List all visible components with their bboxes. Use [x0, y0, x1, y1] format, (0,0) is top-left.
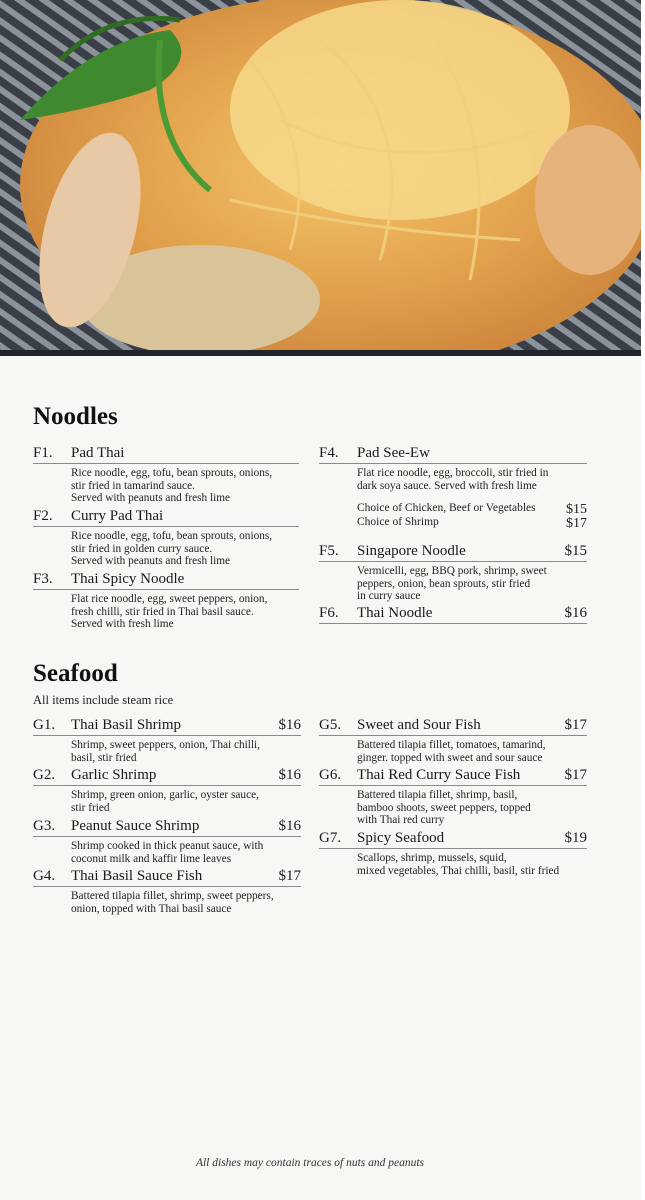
item-code: G5.	[319, 717, 342, 733]
page-edge	[641, 0, 645, 1200]
item-description: Battered tilapia fillet, shrimp, basil, bamboo shoots, sweet peppers, topped with Thai red curry	[357, 789, 531, 827]
allergen-note: All dishes may contain traces of nuts and peanuts	[195, 1157, 425, 1169]
item-description: Rice noodle, egg, tofu, bean sprouts, onions, stir fried in golden curry sauce. Served with peanuts and fresh lime	[71, 530, 273, 568]
item-price: $16	[278, 767, 301, 783]
choice-label: Choice of Chicken, Beef or Vegetables	[357, 502, 536, 514]
item-name: Curry Pad Thai	[71, 508, 164, 524]
item-code: F3.	[33, 571, 53, 587]
menu-item-g5	[319, 717, 587, 764]
item-name: Thai Basil Sauce Fish	[71, 868, 203, 884]
menu-item-f5	[319, 543, 587, 603]
item-name: Pad See-Ew	[357, 445, 430, 461]
item-description: Battered tilapia fillet, shrimp, sweet peppers, onion, topped with Thai basil sauce	[71, 890, 274, 915]
item-price: $17	[564, 717, 587, 733]
item-code: G7.	[319, 830, 342, 846]
item-price: $17	[564, 767, 587, 783]
item-description: Flat rice noodle, egg, broccoli, stir fried in dark soya sauce. Served with fresh lime	[357, 467, 549, 492]
menu-item-f4	[319, 445, 587, 492]
menu-item-g7	[319, 830, 587, 877]
item-code: G3.	[33, 818, 56, 834]
item-name: Peanut Sauce Shrimp	[71, 818, 200, 834]
item-name: Thai Red Curry Sauce Fish	[357, 767, 521, 783]
noodles-title: Noodles	[33, 403, 118, 430]
item-description: Rice noodle, egg, tofu, bean sprouts, onions, stir fried in tamarind sauce. Served with peanuts and fresh lime	[71, 467, 273, 505]
item-name: Thai Spicy Noodle	[71, 571, 185, 587]
item-name: Singapore Noodle	[357, 543, 466, 559]
item-code: G4.	[33, 868, 56, 884]
item-code: G6.	[319, 767, 342, 783]
menu-item-g2	[33, 767, 301, 814]
menu-item-g3	[33, 818, 301, 865]
item-description: Shrimp, green onion, garlic, oyster sauce, stir fried	[71, 789, 259, 814]
choice-price: $15	[566, 502, 587, 517]
item-description: Vermicelli, egg, BBQ pork, shrimp, sweet peppers, onion, bean sprouts, stir fried in curry sauce	[357, 565, 547, 603]
item-name: Sweet and Sour Fish	[357, 717, 481, 733]
item-code: F1.	[33, 445, 53, 461]
item-price: $17	[278, 868, 301, 884]
choice-shrimp	[357, 516, 587, 532]
item-description: Shrimp, sweet peppers, onion, Thai chilli, basil, stir fried	[71, 739, 260, 764]
menu-item-g4	[33, 868, 301, 915]
item-code: F6.	[319, 605, 339, 621]
menu-item-f1	[33, 445, 299, 505]
item-description: Shrimp cooked in thick peanut sauce, with coconut milk and kaffir lime leaves	[71, 840, 264, 865]
menu-item-f6	[319, 605, 587, 624]
menu-item-f2	[33, 508, 299, 568]
item-price: $16	[278, 717, 301, 733]
item-name: Thai Basil Shrimp	[71, 717, 181, 733]
dish-photo	[0, 0, 641, 356]
item-description: Battered tilapia fillet, tomatoes, tamarind, ginger. topped with sweet and sour sauce	[357, 739, 546, 764]
choice-label: Choice of Shrimp	[357, 516, 439, 528]
item-description: Scallops, shrimp, mussels, squid, mixed vegetables, Thai chilli, basil, stir fried	[357, 852, 560, 877]
item-price: $15	[564, 543, 587, 559]
item-code: G1.	[33, 717, 56, 733]
item-name: Thai Noodle	[357, 605, 433, 621]
seafood-note: All items include steam rice	[33, 693, 174, 707]
item-price: $16	[564, 605, 587, 621]
item-description: Flat rice noodle, egg, sweet peppers, onion, fresh chilli, stir fried in Thai basil sauce. Served with fresh lime	[71, 593, 268, 631]
item-name: Spicy Seafood	[357, 830, 445, 846]
item-code: F4.	[319, 445, 339, 461]
item-code: G2.	[33, 767, 56, 783]
item-price: $16	[278, 818, 301, 834]
item-price: $19	[564, 830, 587, 846]
choice-price: $17	[566, 516, 587, 531]
menu-item-g6	[319, 767, 587, 827]
item-code: F5.	[319, 543, 339, 559]
seafood-title: Seafood	[33, 660, 118, 687]
menu-item-g1	[33, 717, 301, 764]
item-name: Pad Thai	[71, 445, 125, 461]
menu-item-f3	[33, 571, 299, 631]
item-name: Garlic Shrimp	[71, 767, 157, 783]
item-code: F2.	[33, 508, 53, 524]
